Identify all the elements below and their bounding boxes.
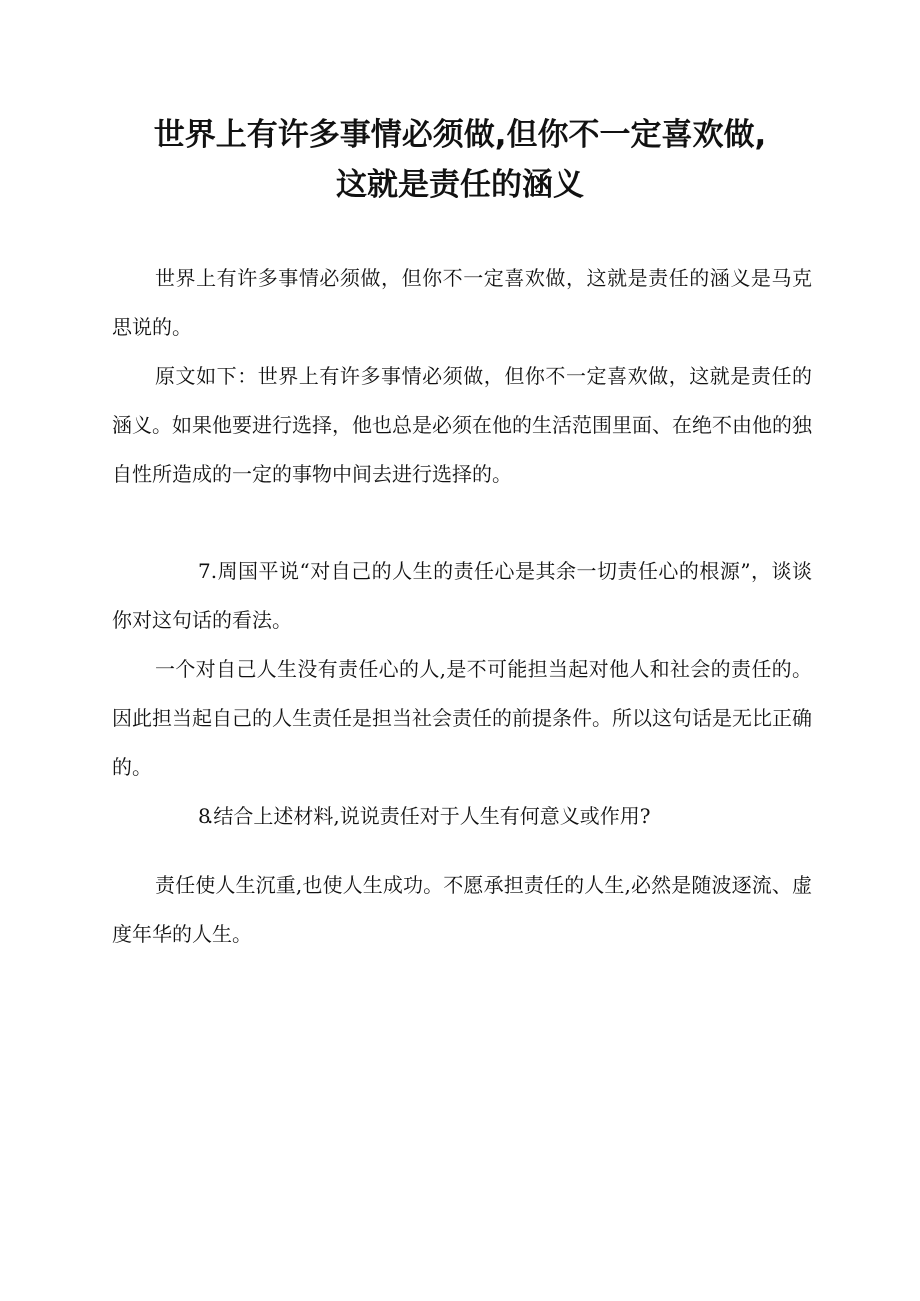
answer-8: 责任使人生沉重,也使人生成功。不愿承担责任的人生,必然是随波逐流、虚度年华的人生。 xyxy=(112,873,812,946)
question-8-number: 8 xyxy=(198,804,211,828)
document-title xyxy=(80,110,840,210)
question-8-text: .结合上述材料,说说责任对于人生有何意义或作用? xyxy=(207,804,651,828)
question-7-text: .周国平说“对自己的人生的责任心是其余一切责任心的根源”，谈谈你对这句话的看法。 xyxy=(112,559,812,632)
paragraph-1: 世界上有许多事情必须做，但你不一定喜欢做，这就是责任的涵义是马克思说的。 xyxy=(112,266,812,339)
document-body xyxy=(112,254,812,959)
question-7-number: 7 xyxy=(198,559,211,583)
title-line-2: 这就是责任的涵义 xyxy=(336,167,584,203)
title-line-1: 世界上有许多事情必须做,但你不一定喜欢做, xyxy=(153,117,767,153)
question-7 xyxy=(112,547,812,645)
paragraph-2: 原文如下：世界上有许多事情必须做，但你不一定喜欢做，这就是责任的涵义。如果他要进行选择，他也总是必须在他的生活范围里面、在绝不由他的独自性所造成的一定的事物中间去进行选择的。 xyxy=(112,364,812,486)
question-8 xyxy=(112,792,812,841)
answer-7: 一个对自己人生没有责任心的人,是不可能担当起对他人和社会的责任的。因此担当起自己的人生责任是担当社会责任的前提条件。所以这句话是无比正确的。 xyxy=(112,657,812,779)
